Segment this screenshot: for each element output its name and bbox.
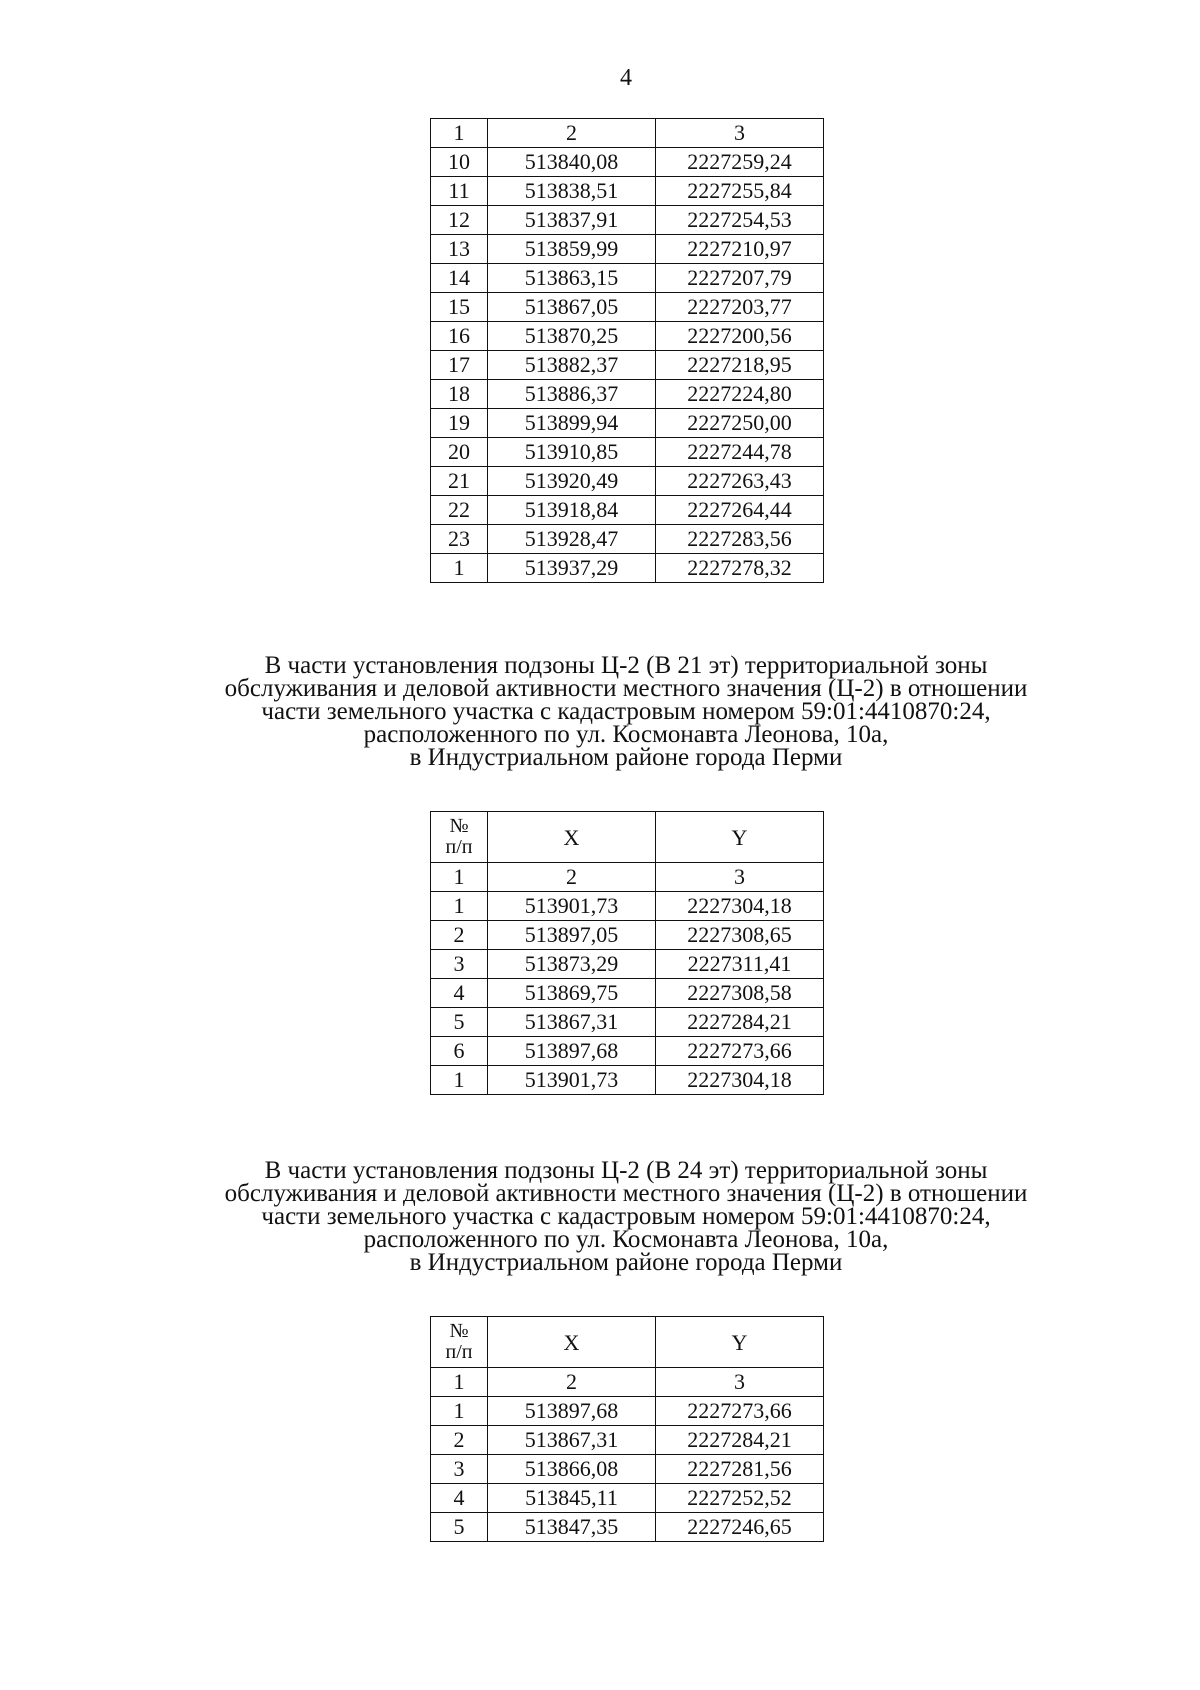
point-number-cell: 20 [431,438,488,467]
point-number-cell: 5 [431,1008,488,1037]
table-row [431,438,824,467]
section-heading-21 [150,654,1102,769]
table-row [431,235,824,264]
point-number-cell: 18 [431,380,488,409]
x-header: X [488,1317,656,1368]
coordinates-table-24 [430,1316,824,1542]
point-number-cell: 1 [431,892,488,921]
heading-line: расположенного по ул. Космонавта Леонова, 10а, [363,721,889,748]
table-row [431,1513,824,1542]
number-header [431,1317,488,1368]
number-header-line1: № [449,815,469,837]
table-row [431,1484,824,1513]
column-number-cell: 1 [431,119,488,148]
table-row [431,950,824,979]
x-coordinate-cell: 513928,47 [488,525,656,554]
y-coordinate-cell: 2227254,53 [656,206,824,235]
y-coordinate-cell: 2227246,65 [656,1513,824,1542]
y-header: Y [656,812,824,863]
x-coordinate-cell: 513859,99 [488,235,656,264]
point-number-cell: 4 [431,979,488,1008]
x-coordinate-cell: 513840,08 [488,148,656,177]
table-row [431,1066,824,1095]
point-number-cell: 1 [431,554,488,583]
x-coordinate-cell: 513937,29 [488,554,656,583]
number-header-line1: № [449,1320,469,1342]
heading-line: В части установления подзоны Ц-2 (В 21 эт) территориальной зоны [264,652,988,679]
x-coordinate-cell: 513870,25 [488,322,656,351]
y-coordinate-cell: 2227210,97 [656,235,824,264]
table-row [431,1426,824,1455]
y-coordinate-cell: 2227207,79 [656,264,824,293]
y-coordinate-cell: 2227200,56 [656,322,824,351]
x-coordinate-cell: 513918,84 [488,496,656,525]
y-coordinate-cell: 2227304,18 [656,892,824,921]
section-heading-24 [150,1159,1102,1274]
y-coordinate-cell: 2227311,41 [656,950,824,979]
point-number-cell: 19 [431,409,488,438]
point-number-cell: 13 [431,235,488,264]
table-row [431,525,824,554]
heading-line: обслуживания и деловой активности местного значения (Ц-2) в отношении [224,1180,1028,1207]
x-coordinate-cell: 513873,29 [488,950,656,979]
header-row [431,1317,824,1368]
x-coordinate-cell: 513867,31 [488,1008,656,1037]
x-coordinate-cell: 513901,73 [488,892,656,921]
y-coordinate-cell: 2227252,52 [656,1484,824,1513]
heading-line: в Индустриальном районе города Перми [409,1249,843,1276]
table-row [431,264,824,293]
table-row [431,1037,824,1066]
x-coordinate-cell: 513847,35 [488,1513,656,1542]
table-row [431,380,824,409]
table-row [431,351,824,380]
column-number-cell: 3 [656,1368,824,1397]
number-header [431,812,488,863]
x-coordinate-cell: 513897,68 [488,1397,656,1426]
x-coordinate-cell: 513845,11 [488,1484,656,1513]
point-number-cell: 3 [431,950,488,979]
x-coordinate-cell: 513899,94 [488,409,656,438]
y-coordinate-cell: 2227308,58 [656,979,824,1008]
number-header-line2: п/п [445,836,473,858]
x-coordinate-cell: 513920,49 [488,467,656,496]
table-row [431,322,824,351]
y-coordinate-cell: 2227273,66 [656,1037,824,1066]
point-number-cell: 16 [431,322,488,351]
column-number-row [431,119,824,148]
column-number-cell: 2 [488,863,656,892]
x-coordinate-cell: 513897,05 [488,921,656,950]
coordinates-table-21 [430,811,824,1095]
heading-line: В части установления подзоны Ц-2 (В 24 эт) территориальной зоны [264,1157,988,1184]
table-row [431,979,824,1008]
column-number-cell: 2 [488,1368,656,1397]
point-number-cell: 1 [431,1066,488,1095]
table-row [431,206,824,235]
table-row [431,554,824,583]
table-row [431,1455,824,1484]
heading-line: в Индустриальном районе города Перми [409,744,843,771]
point-number-cell: 5 [431,1513,488,1542]
y-coordinate-cell: 2227278,32 [656,554,824,583]
heading-line: части земельного участка с кадастровым номером 59:01:4410870:24, [261,698,991,725]
table-row [431,467,824,496]
table-row [431,496,824,525]
point-number-cell: 14 [431,264,488,293]
y-coordinate-cell: 2227308,65 [656,921,824,950]
table-row [431,293,824,322]
point-number-cell: 3 [431,1455,488,1484]
table-row [431,148,824,177]
point-number-cell: 17 [431,351,488,380]
point-number-cell: 22 [431,496,488,525]
point-number-cell: 23 [431,525,488,554]
y-coordinate-cell: 2227218,95 [656,351,824,380]
y-coordinate-cell: 2227284,21 [656,1008,824,1037]
point-number-cell: 2 [431,1426,488,1455]
table-body [431,1397,824,1542]
column-number-cell: 3 [656,863,824,892]
table-row [431,409,824,438]
x-coordinate-cell: 513838,51 [488,177,656,206]
x-coordinate-cell: 513886,37 [488,380,656,409]
column-number-cell: 2 [488,119,656,148]
x-coordinate-cell: 513901,73 [488,1066,656,1095]
point-number-cell: 21 [431,467,488,496]
column-number-row [431,1368,824,1397]
y-coordinate-cell: 2227244,78 [656,438,824,467]
y-coordinate-cell: 2227281,56 [656,1455,824,1484]
x-coordinate-cell: 513867,31 [488,1426,656,1455]
table-body [431,892,824,1095]
table-body [431,148,824,583]
y-coordinate-cell: 2227264,44 [656,496,824,525]
column-number-cell: 3 [656,119,824,148]
column-number-row [431,863,824,892]
x-coordinate-cell: 513897,68 [488,1037,656,1066]
x-coordinate-cell: 513837,91 [488,206,656,235]
point-number-cell: 2 [431,921,488,950]
y-coordinate-cell: 2227259,24 [656,148,824,177]
header-row [431,812,824,863]
number-header-line2: п/п [445,1341,473,1363]
heading-line: расположенного по ул. Космонавта Леонова, 10а, [363,1226,889,1253]
heading-line: части земельного участка с кадастровым номером 59:01:4410870:24, [261,1203,991,1230]
y-coordinate-cell: 2227263,43 [656,467,824,496]
point-number-cell: 6 [431,1037,488,1066]
heading-line: обслуживания и деловой активности местного значения (Ц-2) в отношении [224,675,1028,702]
y-coordinate-cell: 2227273,66 [656,1397,824,1426]
x-coordinate-cell: 513910,85 [488,438,656,467]
x-coordinate-cell: 513866,08 [488,1455,656,1484]
y-header: Y [656,1317,824,1368]
y-coordinate-cell: 2227255,84 [656,177,824,206]
y-coordinate-cell: 2227284,21 [656,1426,824,1455]
point-number-cell: 10 [431,148,488,177]
y-coordinate-cell: 2227203,77 [656,293,824,322]
table-row [431,892,824,921]
x-header: X [488,812,656,863]
point-number-cell: 15 [431,293,488,322]
table-row [431,177,824,206]
x-coordinate-cell: 513867,05 [488,293,656,322]
point-number-cell: 4 [431,1484,488,1513]
column-number-cell: 1 [431,863,488,892]
table-row [431,921,824,950]
point-number-cell: 12 [431,206,488,235]
page-number: 4 [620,65,632,91]
x-coordinate-cell: 513863,15 [488,264,656,293]
y-coordinate-cell: 2227224,80 [656,380,824,409]
table-row [431,1008,824,1037]
coordinates-table-continued [430,118,824,583]
y-coordinate-cell: 2227304,18 [656,1066,824,1095]
x-coordinate-cell: 513882,37 [488,351,656,380]
table-row [431,1397,824,1426]
point-number-cell: 11 [431,177,488,206]
x-coordinate-cell: 513869,75 [488,979,656,1008]
y-coordinate-cell: 2227250,00 [656,409,824,438]
column-number-cell: 1 [431,1368,488,1397]
point-number-cell: 1 [431,1397,488,1426]
y-coordinate-cell: 2227283,56 [656,525,824,554]
